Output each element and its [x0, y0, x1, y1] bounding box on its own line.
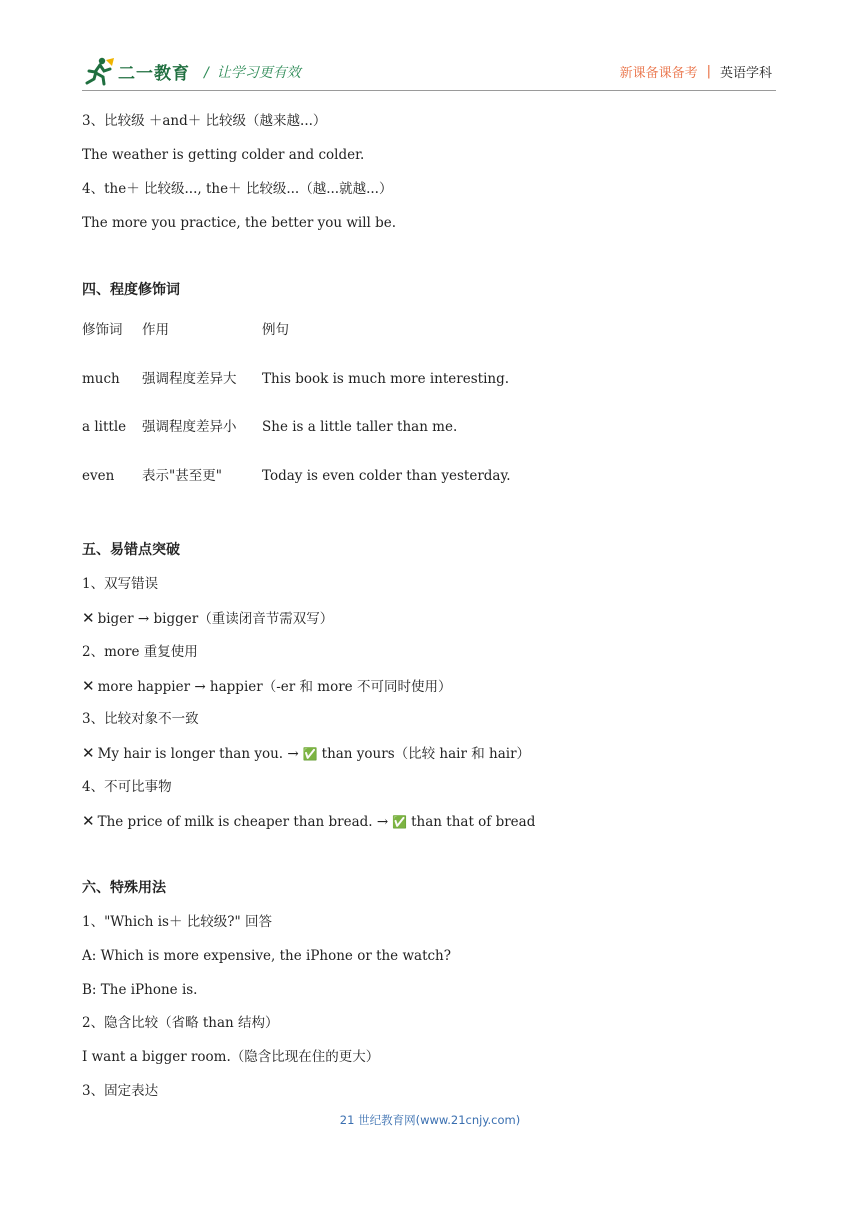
- logo-text: 二一教育: [118, 63, 190, 84]
- error-item-text: [82, 743, 530, 764]
- usage-line: A: Which is more expensive, the iPhone or the watch?: [82, 948, 451, 964]
- logo: [82, 56, 190, 86]
- table-cell: even: [82, 468, 115, 484]
- example-sentence: The more you practice, the better you will be.: [82, 215, 397, 231]
- usage-line: B: The iPhone is.: [82, 982, 198, 998]
- table-cell: 强调程度差异大: [142, 371, 237, 387]
- subject-label: 英语学科: [719, 66, 772, 81]
- header-course-info: [620, 62, 772, 81]
- error-item-text: [82, 676, 451, 697]
- error-item-title: 2、more 重复使用: [82, 644, 198, 660]
- table-cell: 表示"甚至更": [142, 468, 222, 484]
- error-example: The price of milk is cheaper than bread. →: [97, 814, 389, 830]
- wrong-icon: ✕: [82, 677, 95, 695]
- error-item-title: 3、比较对象不一致: [82, 711, 199, 727]
- correct-check-icon: ✅: [392, 815, 408, 829]
- usage-line: 1、"Which is＋ 比较级?" 回答: [82, 914, 273, 930]
- error-item-text: [82, 811, 535, 832]
- usage-line: I want a bigger room.（隐含比现在住的更大）: [82, 1049, 380, 1065]
- course-label: 新课备课备考: [619, 66, 698, 81]
- page-header: [82, 54, 776, 91]
- table-header-cell: 例句: [262, 322, 289, 338]
- slogan-slash: /: [204, 65, 209, 81]
- header-separator: |: [706, 64, 711, 79]
- error-example: My hair is longer than you. →: [97, 746, 299, 762]
- usage-line: 2、隐含比较（省略 than 结构）: [82, 1015, 279, 1031]
- example-sentence: The weather is getting colder and colder.: [82, 147, 365, 163]
- comparative-rule-3: 3、比较级 ＋and＋ 比较级（越来越...）: [82, 113, 327, 129]
- correction-text: than yours（比较 hair 和 hair）: [321, 746, 531, 762]
- slogan-text: 让学习更有效: [216, 65, 301, 81]
- section-heading-common-errors: 五、易错点突破: [82, 542, 180, 558]
- wrong-icon: ✕: [82, 744, 95, 762]
- table-cell: She is a little taller than me.: [262, 419, 458, 435]
- table-header-cell: 作用: [142, 322, 169, 338]
- table-cell: This book is much more interesting.: [262, 371, 510, 387]
- comparative-rule-4: 4、the＋ 比较级..., the＋ 比较级...（越...就越...）: [82, 181, 393, 197]
- usage-line: 3、固定表达: [82, 1083, 159, 1099]
- table-cell: 强调程度差异小: [142, 419, 237, 435]
- slogan: [204, 62, 301, 82]
- table-cell: much: [82, 371, 120, 387]
- correct-check-icon: ✅: [302, 747, 318, 761]
- error-example: more happier → happier（-er 和 more 不可同时使用）: [97, 679, 452, 695]
- table-cell: a little: [82, 419, 127, 435]
- error-item-text: [82, 608, 333, 629]
- page-footer: 21 世纪教育网(www.21cnjy.com): [339, 1113, 521, 1127]
- error-example: biger → bigger（重读闭音节需双写）: [97, 611, 334, 627]
- wrong-icon: ✕: [82, 609, 95, 627]
- table-cell: Today is even colder than yesterday.: [262, 468, 511, 484]
- runner-logo-icon: [82, 56, 116, 86]
- section-heading-special-usage: 六、特殊用法: [82, 880, 166, 896]
- wrong-icon: ✕: [82, 812, 95, 830]
- section-heading-degree-modifiers: 四、程度修饰词: [82, 282, 180, 298]
- table-header-cell: 修饰词: [82, 322, 123, 338]
- error-item-title: 1、双写错误: [82, 576, 159, 592]
- error-item-title: 4、不可比事物: [82, 779, 172, 795]
- correction-text: than that of bread: [411, 814, 536, 830]
